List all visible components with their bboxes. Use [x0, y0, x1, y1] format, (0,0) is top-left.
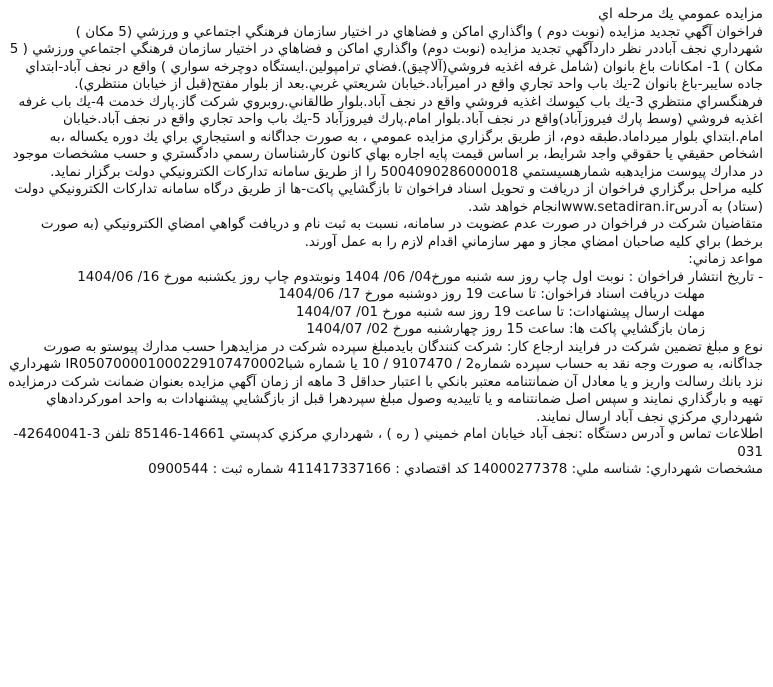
- date-opening: زمان بازگشايي پاكت ها: ساعت 15 روز چهارشنبه مورخ 02/ 1404/07: [306, 321, 705, 337]
- notice-registration: متقاضيان شركت در فراخوان در صورت عدم عضويت در سامانه، نسبت به ثبت نام و دريافت گواهي امضاي الكترونيكي (به صورت برخط) براي كليه صاحبان امضاي مجاز و مهر سازماني اقدام لازم را به عمل آورند.: [40, 216, 763, 250]
- timeline-dates: [8, 286, 763, 339]
- notice-ids: مشخصات شهرداري: شناسه ملي: 14000277378 كد اقتصادي : 411417337166 شماره ثبت : 0900544: [148, 461, 763, 477]
- timeline-heading: مواعد زماني:: [688, 251, 763, 267]
- notice-contact: اطلاعات تماس و آدرس دستگاه :نجف آباد خيابان امام خميني ( ره ) ، شهرداري مركزي كدپستي 14661-85146 تلفن 3-42640041-031: [13, 426, 763, 460]
- date-document-deadline: مهلت دريافت اسناد فراخوان: تا ساعت 19 روز دوشنبه مورخ 17/ 1404/06: [278, 286, 705, 302]
- notice-heading: مزايده عمومي يك مرحله اي: [598, 6, 763, 22]
- date-publication: - تاريخ انتشار فراخوان : نوبت اول چاپ روز سه شنبه مورخ04/ 06/ 1404 ونوبتدوم چاپ روز يكشنبه مورخ 16/ 1404/06: [77, 268, 763, 285]
- notice-subject: فراخوان آگهي تجديد مزايده (نوبت دوم ) واگذاري اماكن و فضاهاي در اختيار سازمان فرهنگي اجتماعي و ورزشي (5 مكان ): [75, 23, 763, 40]
- notice-guarantee: نوع و مبلغ تضمين شركت در فرايند ارجاع كار: شركت كنندگان بايدمبلغ سپرده شركت در مزايدهرا حسب مدارك پيوستو به صورت جداگانه، به صورت وجه نقد به حساب سپرده شماره2 / 9107470 / 10 يا شماره شباIR050700001000229107470002 شهرداري نزد بانك رسالت واريز و يا معادل آن ضمانتنامه معتبر بانكي با اعتبار حداقل 3 ماهه از زمان آگهي مزايده بعنوان ضمانت شركت درمزايده تهيه و بارگذاري نمايند و سپس اصل ضمانتنامه و يا تاييديه وصول مبلغ سپردهرا قبل از بازگشايي پيشنهادات به واحد اموركردادهاي شهرداري مركزي نجف آباد ارسال نمايند.: [8, 338, 763, 425]
- notice-process: كليه مراحل برگزاري فراخوان از دريافت و تحويل اسناد فراخوان تا بازگشايي پاكت-ها از طريق درگاه سامانه تداركات الكترونيكي دولت (ستاد) به آدرسwww.setadiran.irانجام خواهد شد.: [14, 181, 763, 215]
- date-proposal-deadline: مهلت ارسال پيشنهادات: تا ساعت 19 روز سه شنبه مورخ 01/ 1404/07: [295, 303, 705, 320]
- notice-intro: شهرداري نجف آباددر نظر داردآگهي تجديد مزايده (نوبت دوم) واگذاري اماكن و فضاهاي در اختيار سازمان فرهنگي اجتماعي ورزشي ( 5 مكان ) 1- امكانات باغ بانوان (شامل غرفه اغذيه فروشي(آلاچيق).فضاي ترامپولين.ايستگاه دوچرخه سواري ) واقع در نجف آباد-ابتداي جاده سايبر-باغ بانوان 2-يك باب واحد تجاري واقع در اميرآباد.خيابان شريعتي غربي.بعد از بلوار مفتح(قبل از خيابان منتظري). فرهنگسراي منتظري 3-يك باب كيوسك اغذيه فروشي واقع در نجف آباد.بلوار طالقاني.روبروي شركت گاز.پارك خدمت 4-يك باب غرفه اغذيه فروشي (وسط پارك فيروزآباد)واقع در نجف آباد.بلوار امام.پارك فيروزآباد 5-يك باب واحد تجاري واقع در نجف آباد.خيابان امام.ابتداي بلوار ميرداماد.طبقه دوم، از طريق برگزاري مزايده عمومي ، به صورت جداگانه و استيجاري براي يك دوره يكساله ،به اشخاص حقيقي يا حقوقي واجد شرايط، بر اساس قيمت پايه اجاره بهاي كانون كارشناسان رسمي دادگستري و حسب مشخصات موجود در مدارك پيوست مزايدهبه شمارهسيستمي 5004090286000018 را از طريق سامانه تداركات الكترونيكي دولت برگزار نمايد.: [9, 41, 763, 180]
